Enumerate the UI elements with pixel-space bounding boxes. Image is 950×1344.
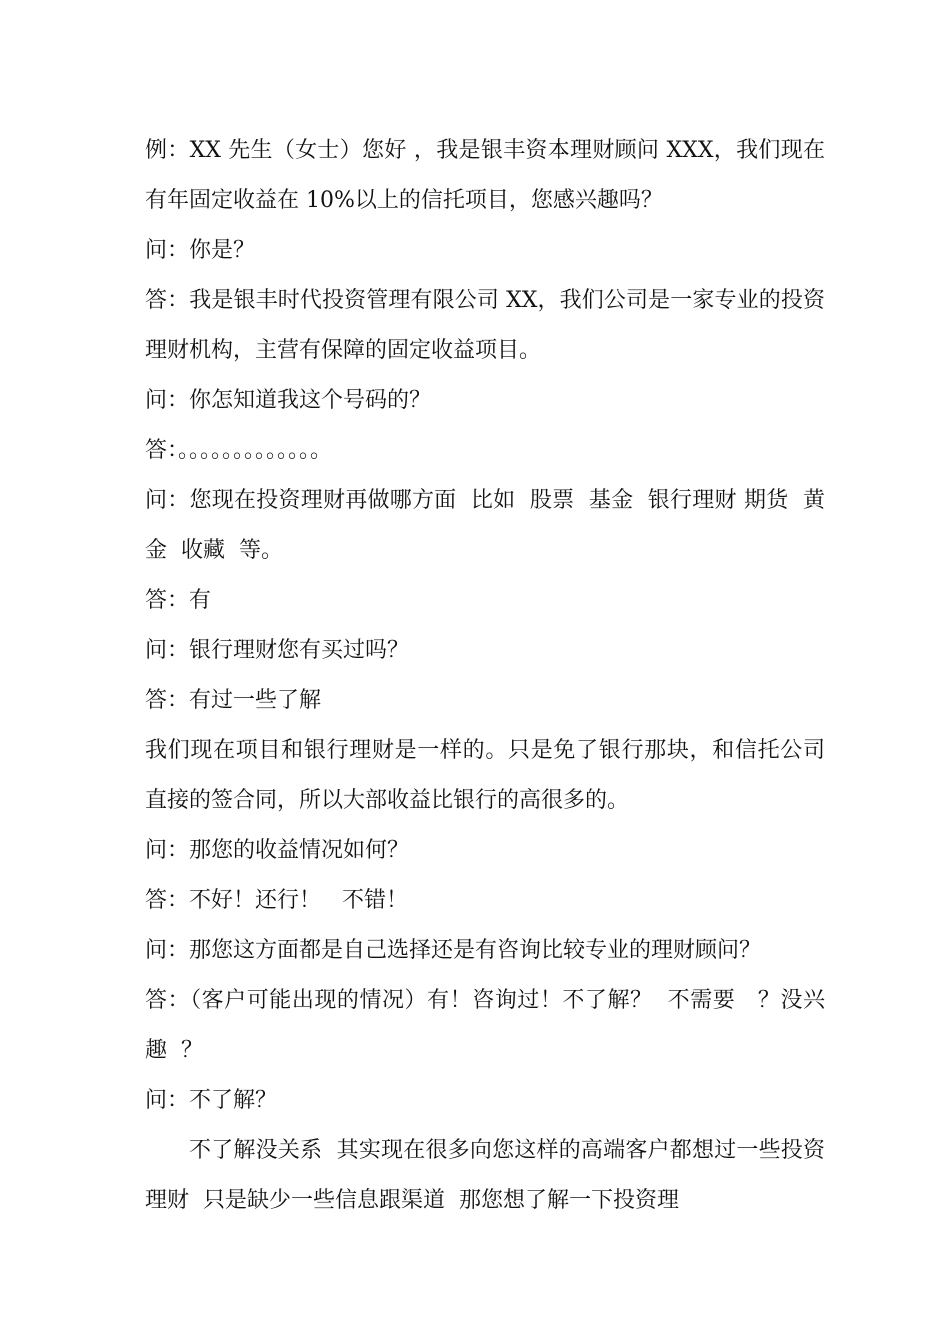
answer-returns: 答：不好！还行！ 不错！ xyxy=(145,888,408,913)
question-advisor: 问：那您这方面都是自己选择还是有咨询比较专业的理财顾问？ xyxy=(145,938,762,963)
greeting-paragraph: 例：XX 先生（女士）您好 ，我是银丰资本理财顾问 XXX，我们现在有年固定收益在 10%以上的信托项目，您感兴趣吗？ xyxy=(145,138,825,213)
answer-yes: 答：有 xyxy=(145,588,212,613)
question-bank-products: 问：银行理财您有买过吗？ xyxy=(145,638,410,663)
answer-ellipsis: 答：。。。。。。。。。。。。。 xyxy=(145,438,333,463)
document-body xyxy=(145,126,825,1226)
question-how-got-number: 问：你怎知道我这个号码的？ xyxy=(145,388,432,413)
question-returns: 问：那您的收益情况如何？ xyxy=(145,838,410,863)
answer-some-understanding: 答：有过一些了解 xyxy=(145,688,322,713)
question-current-investments: 问：您现在投资理财再做哪方面 比如 股票 基金 银行理财 期货 黄金 收藏 等。 xyxy=(145,488,825,563)
question-not-understand: 问：不了解？ xyxy=(145,1088,278,1113)
explanation-paragraph: 我们现在项目和银行理财是一样的。只是免了银行那块，和信托公司直接的签合同，所以大部收益比银行的高很多的。 xyxy=(145,738,825,813)
question-who-are-you: 问：你是？ xyxy=(145,238,256,263)
answer-company-intro: 答：我是银丰时代投资管理有限公司 XX，我们公司是一家专业的投资理财机构，主营有保障的固定收益项目。 xyxy=(145,288,825,363)
closing-paragraph: 不了解没关系 其实现在很多向您这样的高端客户都想过一些投资理财 只是缺少一些信息跟渠道 那您想了解一下投资理 xyxy=(145,1138,825,1213)
answer-possible-cases: 答：（客户可能出现的情况）有！咨询过！不了解？ 不需要 ？没兴趣 ？ xyxy=(145,988,825,1063)
